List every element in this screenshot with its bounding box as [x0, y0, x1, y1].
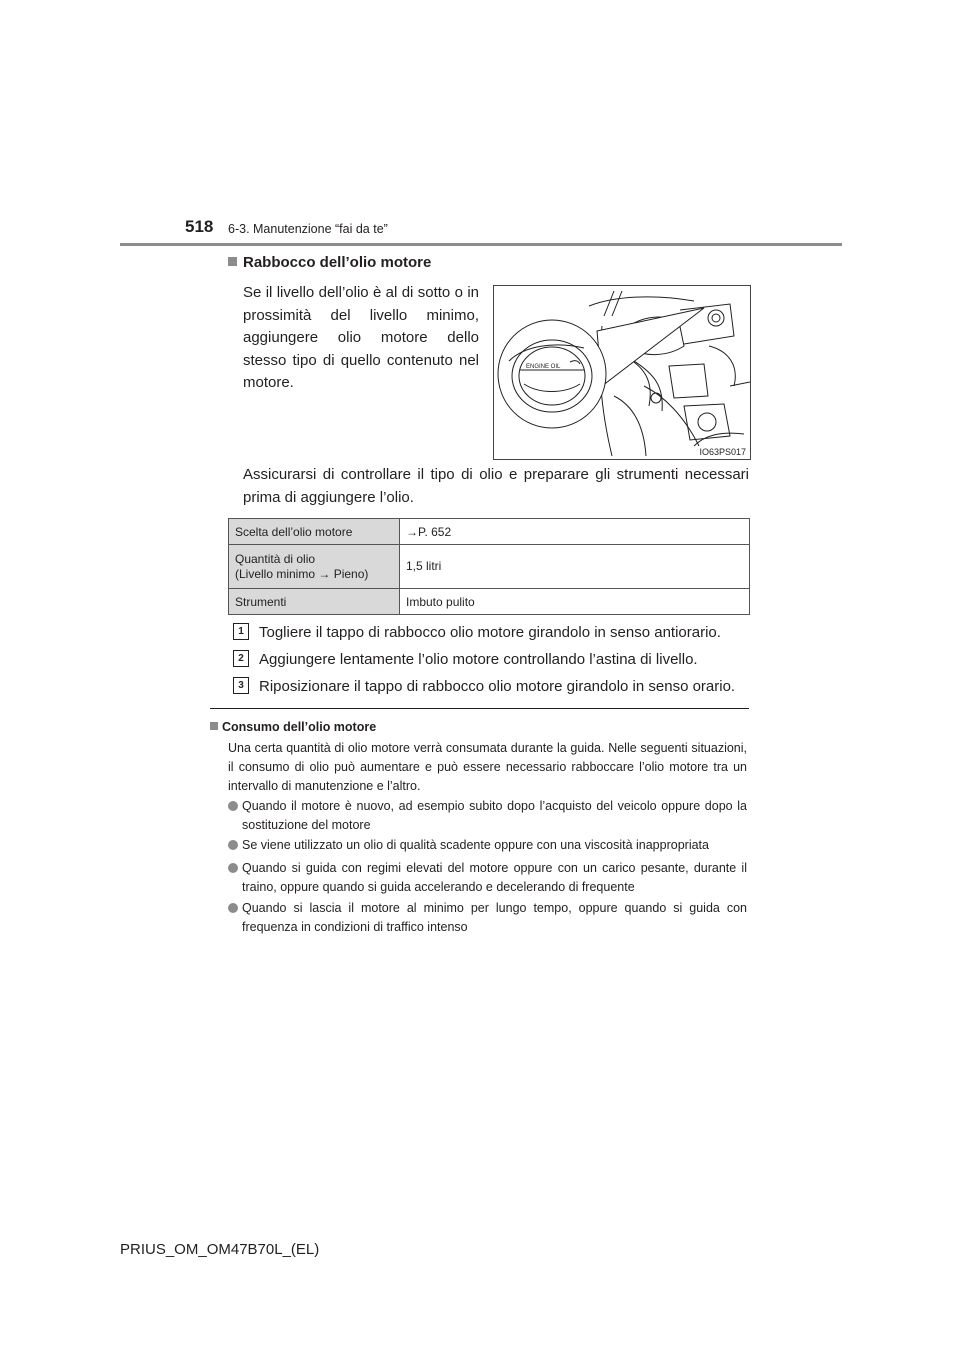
table-value: →P. 652 [406, 524, 452, 539]
bullet-icon [228, 903, 238, 913]
bullet-icon [228, 863, 238, 873]
bullet-icon [228, 801, 238, 811]
table-value-cell [400, 519, 750, 545]
table-label-cell [229, 589, 400, 615]
note-heading [210, 720, 376, 734]
engine-bay-drawing [494, 286, 750, 459]
list-item-text: Quando si guida con regimi elevati del motore oppure con un carico pesante, durante il traino, oppure quando si guida accelerando e decelerando di frequente [242, 861, 747, 894]
oil-spec-table [228, 518, 750, 615]
intro-paragraph-2: Assicurarsi di controllare il tipo di olio e preparare gli strumenti necessari prima di aggiungere l’olio. [243, 466, 749, 506]
list-item-text: Se viene utilizzato un olio di qualità scadente oppure con una viscosità inappropriata [242, 838, 709, 852]
table-label: Quantità di olio [235, 551, 316, 566]
note-heading-text: Consumo dell’olio motore [222, 720, 377, 734]
intro-paragraph: Se il livello dell’olio è al di sotto o in prossimità del livello minimo, aggiungere olio motore dello stesso tipo di quello contenuto nel motore. [243, 284, 479, 391]
list-item [228, 859, 747, 897]
step-text: Riposizionare il tappo di rabbocco olio motore girandolo in senso orario. [259, 678, 736, 695]
table-value: 1,5 litri [406, 559, 442, 573]
table-value-cell [400, 545, 750, 589]
header-rule [120, 243, 842, 246]
step-text: Aggiungere lentamente l’olio motore controllando l’astina di livello. [259, 651, 698, 668]
figure-code: IO63PS017 [699, 447, 746, 457]
step-number: 1 [233, 623, 249, 640]
list-item [228, 836, 747, 855]
table-label-cell [229, 519, 400, 545]
list-item [228, 797, 747, 835]
page-number: 518 [185, 217, 214, 236]
table-row [229, 589, 750, 615]
table-value-cell [400, 589, 750, 615]
heading-square-icon [228, 257, 237, 266]
section-title: 6-3. Manutenzione “fai da te” [228, 222, 388, 236]
document-code-footer: PRIUS_OM_OM47B70L_(EL) [120, 1241, 320, 1258]
table-label: Strumenti [235, 594, 287, 609]
table-label: (Livello minimo → Pieno) [235, 566, 369, 581]
section-divider [210, 708, 749, 709]
step-text: Togliere il tappo di rabbocco olio motore girandolo in senso antiorario. [259, 624, 721, 641]
table-row [229, 519, 750, 545]
note-square-icon [210, 722, 218, 730]
table-label: Scelta dell’olio motore [235, 524, 353, 539]
topic-heading [228, 254, 431, 271]
table-value: Imbuto pulito [406, 594, 475, 609]
bullet-icon [228, 840, 238, 850]
list-item [228, 899, 747, 937]
list-item-text: Quando si lascia il motore al minimo per lungo tempo, oppure quando si guida con frequenza in condizioni di traffico intenso [242, 901, 747, 934]
step-number: 3 [233, 677, 249, 694]
table-row [229, 545, 750, 589]
cap-label: ENGINE OIL [526, 364, 561, 370]
table-label-cell [229, 545, 400, 589]
list-item-text: Quando il motore è nuovo, ad esempio subito dopo l’acquisto del veicolo oppure dopo la sostituzione del motore [242, 799, 747, 832]
engine-bay-illustration [493, 285, 751, 460]
topic-heading-text: Rabbocco dell’olio motore [243, 254, 432, 271]
note-body: Una certa quantità di olio motore verrà consumata durante la guida. Nelle seguenti situazioni, il consumo di olio può aumentare e può essere necessario rabboccare l’olio motore tra un intervallo di manutenzione e l’altro. [228, 741, 747, 793]
step-number: 2 [233, 650, 249, 667]
